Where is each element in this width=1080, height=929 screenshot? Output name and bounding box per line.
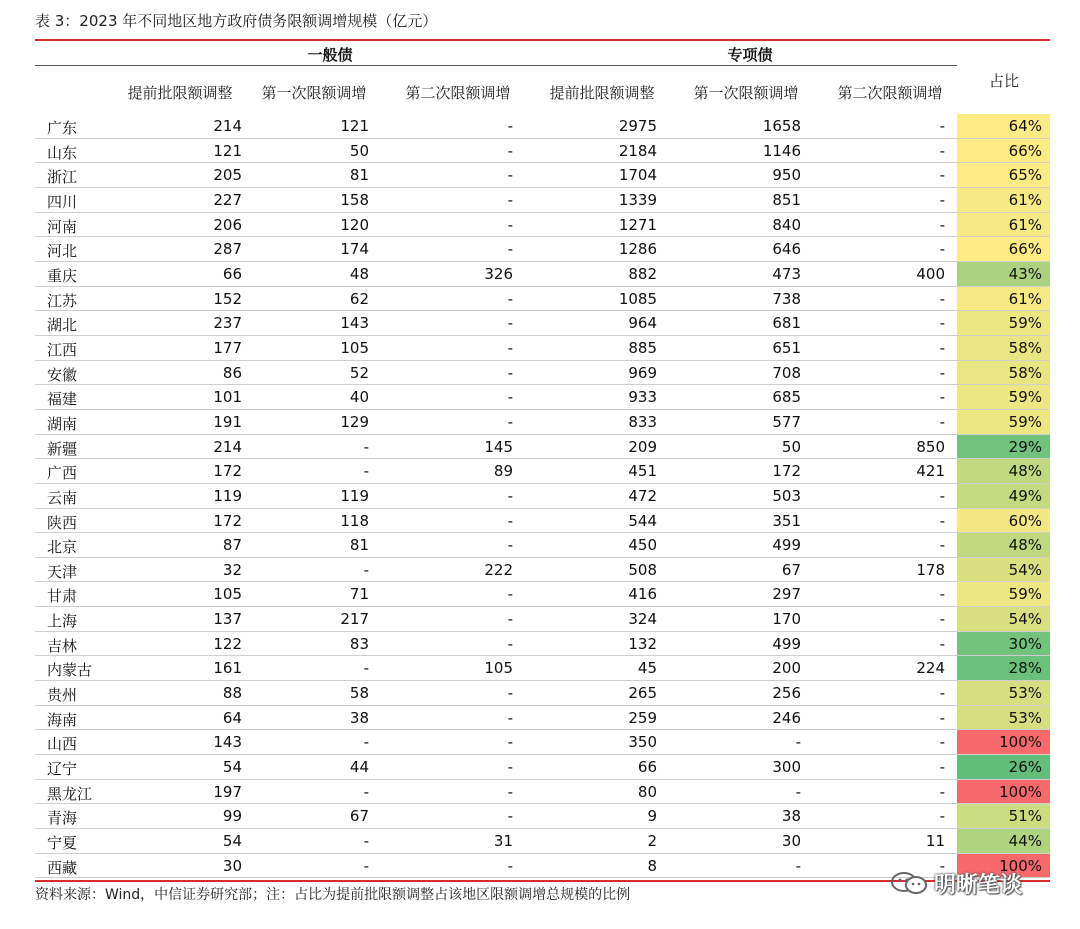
cell-g1: 121 [213, 141, 242, 160]
cell-s1: 964 [628, 314, 657, 333]
share-cell: 54% [957, 607, 1050, 631]
cell-s1: 1271 [618, 215, 657, 234]
table-row [35, 755, 1050, 780]
region-name: 吉林 [47, 636, 78, 655]
region-name: 浙江 [47, 168, 78, 187]
share-cell: 100% [957, 854, 1050, 878]
region-name: 湖南 [47, 414, 78, 433]
cell-g1: 172 [213, 511, 242, 530]
share-cell: 59% [957, 582, 1050, 606]
cell-g1: 287 [213, 240, 242, 259]
share-cell: 61% [957, 213, 1050, 237]
cell-g1: 143 [213, 733, 242, 752]
cell-s1: 833 [628, 412, 657, 431]
table-row [35, 632, 1050, 657]
cell-s2: 50 [781, 437, 801, 456]
cell-g3: - [507, 807, 513, 826]
cell-s2: 67 [781, 560, 801, 579]
region-name: 山东 [47, 143, 78, 162]
cell-g2: 143 [340, 314, 369, 333]
cell-s1: 1286 [618, 240, 657, 259]
cell-s3: - [939, 634, 945, 653]
table-row [35, 558, 1050, 583]
share-cell: 65% [957, 163, 1050, 187]
cell-g1: 88 [222, 684, 242, 703]
cell-g3: - [507, 240, 513, 259]
cell-s2: 651 [772, 338, 801, 357]
cell-s3: - [939, 289, 945, 308]
cell-s2: 499 [772, 634, 801, 653]
cell-s3: - [939, 856, 945, 875]
cell-g2: - [363, 856, 369, 875]
share-cell: 61% [957, 188, 1050, 212]
cell-s2: 30 [781, 832, 801, 851]
cell-s2: 840 [772, 215, 801, 234]
cell-g3: - [507, 634, 513, 653]
col-header-share: 占比 [988, 72, 1019, 90]
share-cell: 60% [957, 509, 1050, 533]
share-cell: 64% [957, 114, 1050, 138]
table-row [35, 237, 1050, 262]
cell-s2: 738 [772, 289, 801, 308]
col-header-special-advance: 提前批限额调整 [549, 84, 655, 102]
table-row [35, 361, 1050, 386]
cell-s3: - [939, 166, 945, 185]
cell-s2: 172 [772, 462, 801, 481]
cell-s2: 351 [772, 511, 801, 530]
share-cell: 28% [957, 656, 1050, 680]
region-name: 贵州 [47, 686, 78, 705]
cell-g3: - [507, 117, 513, 135]
cell-s3: - [939, 338, 945, 357]
cell-s2: 681 [772, 314, 801, 333]
cell-g2: 58 [349, 684, 369, 703]
cell-s1: 451 [628, 462, 657, 481]
cell-s2: 503 [772, 486, 801, 505]
cell-s2: 1146 [762, 141, 801, 160]
cell-s3: 178 [916, 560, 945, 579]
cell-g3: 326 [484, 264, 513, 283]
cell-s3: - [939, 314, 945, 333]
cell-g1: 205 [213, 166, 242, 185]
cell-s3: 224 [916, 659, 945, 678]
cell-g2: - [363, 832, 369, 851]
cell-g2: 81 [349, 536, 369, 555]
table-row [35, 730, 1050, 755]
cell-s1: 9 [647, 807, 657, 826]
share-cell: 100% [957, 780, 1050, 804]
share-cell: 44% [957, 829, 1050, 853]
cell-g2: 174 [340, 240, 369, 259]
cell-g1: 152 [213, 289, 242, 308]
region-name: 福建 [47, 390, 78, 409]
cell-g2: 48 [349, 264, 369, 283]
cell-g3: - [507, 190, 513, 209]
cell-g2: 105 [340, 338, 369, 357]
table-row [35, 459, 1050, 484]
cell-g3: 222 [484, 560, 513, 579]
region-name: 安徽 [47, 365, 78, 384]
cell-g2: 83 [349, 634, 369, 653]
col-header-special-first: 第一次限额调增 [693, 84, 799, 102]
cell-s2: - [795, 856, 801, 875]
cell-s3: - [939, 782, 945, 801]
cell-s1: 969 [628, 363, 657, 382]
region-name: 甘肃 [47, 587, 78, 606]
cell-g3: - [507, 141, 513, 160]
cell-g1: 237 [213, 314, 242, 333]
cell-g2: - [363, 560, 369, 579]
cell-s2: 473 [772, 264, 801, 283]
cell-g1: 54 [222, 758, 242, 777]
cell-s3: - [939, 708, 945, 727]
group-header-general: 一般债 [307, 46, 353, 64]
cell-g1: 54 [222, 832, 242, 851]
cell-g1: 105 [213, 585, 242, 604]
region-name: 天津 [47, 562, 78, 581]
cell-g2: 120 [340, 215, 369, 234]
cell-g2: 121 [340, 117, 369, 135]
share-cell: 58% [957, 361, 1050, 385]
cell-s1: 416 [628, 585, 657, 604]
cell-g3: - [507, 289, 513, 308]
cell-s1: 885 [628, 338, 657, 357]
cell-s1: 209 [628, 437, 657, 456]
share-cell: 53% [957, 706, 1050, 730]
col-header-special-second: 第二次限额调增 [837, 84, 943, 102]
top-rule [35, 39, 1050, 41]
cell-g2: 71 [349, 585, 369, 604]
cell-s3: - [939, 511, 945, 530]
table-row [35, 656, 1050, 681]
cell-s3: - [939, 141, 945, 160]
cell-g1: 87 [222, 536, 242, 555]
table-row [35, 804, 1050, 829]
cell-s2: 851 [772, 190, 801, 209]
cell-g3: - [507, 314, 513, 333]
region-name: 山西 [47, 735, 78, 754]
cell-s3: - [939, 215, 945, 234]
region-name: 广西 [47, 464, 78, 483]
group-divider [35, 65, 957, 66]
table-body [35, 114, 1050, 878]
cell-s1: 66 [637, 758, 657, 777]
cell-s1: 2975 [618, 117, 657, 135]
cell-g1: 172 [213, 462, 242, 481]
cell-g2: 119 [340, 486, 369, 505]
share-cell: 51% [957, 804, 1050, 828]
table-row [35, 829, 1050, 854]
share-cell: 48% [957, 533, 1050, 557]
cell-g1: 32 [222, 560, 242, 579]
share-cell: 48% [957, 459, 1050, 483]
cell-s1: 45 [637, 659, 657, 678]
cell-g3: - [507, 412, 513, 431]
cell-g3: 145 [484, 437, 513, 456]
cell-s1: 544 [628, 511, 657, 530]
table-row [35, 385, 1050, 410]
cell-g3: - [507, 708, 513, 727]
cell-s1: 265 [628, 684, 657, 703]
region-name: 青海 [47, 809, 78, 828]
col-header-general-second: 第二次限额调增 [405, 84, 511, 102]
region-name: 云南 [47, 488, 78, 507]
cell-g1: 64 [222, 708, 242, 727]
cell-g2: 44 [349, 758, 369, 777]
source-note: 资料来源：Wind，中信证券研究部；注：占比为提前批限额调整占该地区限额调增总规模的比例 [35, 887, 631, 903]
table-row [35, 163, 1050, 188]
share-cell: 66% [957, 139, 1050, 163]
cell-g2: 38 [349, 708, 369, 727]
cell-s2: 170 [772, 610, 801, 629]
cell-s1: 350 [628, 733, 657, 752]
table-row [35, 287, 1050, 312]
share-cell: 26% [957, 755, 1050, 779]
cell-s3: - [939, 117, 945, 135]
cell-g1: 119 [213, 486, 242, 505]
cell-s3: - [939, 412, 945, 431]
cell-g3: 105 [484, 659, 513, 678]
cell-g3: - [507, 486, 513, 505]
cell-s1: 933 [628, 388, 657, 407]
cell-g1: 101 [213, 388, 242, 407]
table-row [35, 410, 1050, 435]
cell-s1: 1339 [618, 190, 657, 209]
share-cell: 59% [957, 311, 1050, 335]
cell-g2: - [363, 437, 369, 456]
region-name: 江西 [47, 340, 78, 359]
region-name: 辽宁 [47, 760, 78, 779]
table-row [35, 533, 1050, 558]
cell-s2: 499 [772, 536, 801, 555]
cell-g3: - [507, 215, 513, 234]
cell-g3: - [507, 782, 513, 801]
cell-s3: - [939, 240, 945, 259]
cell-s2: 300 [772, 758, 801, 777]
cell-g3: - [507, 856, 513, 875]
cell-s3: - [939, 684, 945, 703]
share-cell: 59% [957, 385, 1050, 409]
region-name: 广东 [47, 119, 78, 137]
region-name: 河南 [47, 217, 78, 236]
cell-s3: - [939, 585, 945, 604]
region-name: 陕西 [47, 513, 78, 532]
cell-g1: 177 [213, 338, 242, 357]
cell-s1: 450 [628, 536, 657, 555]
cell-s3: - [939, 758, 945, 777]
cell-g1: 227 [213, 190, 242, 209]
cell-s1: 508 [628, 560, 657, 579]
cell-s3: - [939, 610, 945, 629]
cell-s2: 708 [772, 363, 801, 382]
table-row [35, 262, 1050, 287]
region-name: 江苏 [47, 291, 78, 310]
cell-s2: 577 [772, 412, 801, 431]
cell-g1: 206 [213, 215, 242, 234]
cell-s3: - [939, 536, 945, 555]
region-name: 四川 [47, 192, 78, 211]
cell-s1: 1704 [618, 166, 657, 185]
share-cell: 59% [957, 410, 1050, 434]
cell-s2: 1658 [762, 117, 801, 135]
cell-g2: 62 [349, 289, 369, 308]
table-row [35, 188, 1050, 213]
region-name: 重庆 [47, 266, 78, 285]
col-header-general-first: 第一次限额调增 [261, 84, 367, 102]
table-row [35, 311, 1050, 336]
region-name: 上海 [47, 612, 78, 631]
table-row [35, 484, 1050, 509]
cell-g1: 66 [222, 264, 242, 283]
share-cell: 54% [957, 558, 1050, 582]
region-name: 海南 [47, 710, 78, 729]
cell-s3: - [939, 486, 945, 505]
table-row [35, 607, 1050, 632]
table-row [35, 336, 1050, 361]
table-row [35, 780, 1050, 805]
cell-g1: 30 [222, 856, 242, 875]
region-name: 黑龙江 [47, 784, 93, 803]
share-cell: 43% [957, 262, 1050, 286]
cell-g2: 81 [349, 166, 369, 185]
cell-g2: - [363, 462, 369, 481]
cell-g3: - [507, 733, 513, 752]
cell-g1: 137 [213, 610, 242, 629]
cell-g1: 161 [213, 659, 242, 678]
wechat-icon [888, 870, 932, 896]
cell-g2: 67 [349, 807, 369, 826]
table-row [35, 582, 1050, 607]
cell-g3: - [507, 610, 513, 629]
table-row [35, 681, 1050, 706]
cell-g3: - [507, 536, 513, 555]
region-name: 河北 [47, 242, 78, 261]
cell-g2: 129 [340, 412, 369, 431]
cell-s2: 256 [772, 684, 801, 703]
cell-s2: 38 [781, 807, 801, 826]
table-row [35, 139, 1050, 164]
share-cell: 61% [957, 287, 1050, 311]
share-cell: 58% [957, 336, 1050, 360]
cell-s1: 324 [628, 610, 657, 629]
cell-s1: 8 [647, 856, 657, 875]
cell-g2: 50 [349, 141, 369, 160]
share-cell: 49% [957, 484, 1050, 508]
watermark [888, 866, 1058, 900]
cell-g1: 122 [213, 634, 242, 653]
cell-g2: 158 [340, 190, 369, 209]
cell-g3: 31 [493, 832, 513, 851]
cell-s1: 472 [628, 486, 657, 505]
cell-s3: - [939, 363, 945, 382]
cell-s1: 882 [628, 264, 657, 283]
cell-s2: 200 [772, 659, 801, 678]
cell-s2: 246 [772, 708, 801, 727]
col-header-general-advance: 提前批限额调整 [127, 84, 233, 102]
cell-g3: 89 [493, 462, 513, 481]
table-row [35, 509, 1050, 534]
table-row [35, 435, 1050, 460]
cell-s2: - [795, 782, 801, 801]
cell-g3: - [507, 166, 513, 185]
cell-s1: 80 [637, 782, 657, 801]
cell-g2: - [363, 659, 369, 678]
table-row [35, 114, 1050, 139]
cell-s3: 400 [916, 264, 945, 283]
region-name: 湖北 [47, 316, 78, 335]
cell-s3: - [939, 388, 945, 407]
cell-g1: 191 [213, 412, 242, 431]
region-name: 内蒙古 [47, 661, 93, 680]
cell-g2: - [363, 782, 369, 801]
cell-g1: 99 [222, 807, 242, 826]
cell-s2: 646 [772, 240, 801, 259]
cell-g2: - [363, 733, 369, 752]
cell-g3: - [507, 511, 513, 530]
cell-s3: 421 [916, 462, 945, 481]
cell-g3: - [507, 363, 513, 382]
cell-s1: 132 [628, 634, 657, 653]
cell-g3: - [507, 338, 513, 357]
group-header-special: 专项债 [727, 46, 773, 64]
table-row [35, 213, 1050, 238]
region-name: 宁夏 [47, 834, 78, 853]
share-cell: 29% [957, 435, 1050, 459]
share-cell: 53% [957, 681, 1050, 705]
share-cell: 66% [957, 237, 1050, 261]
cell-g3: - [507, 758, 513, 777]
cell-g2: 40 [349, 388, 369, 407]
cell-s3: 11 [925, 832, 945, 851]
cell-g2: 118 [340, 511, 369, 530]
cell-g2: 217 [340, 610, 369, 629]
table-row [35, 706, 1050, 731]
cell-g1: 214 [213, 437, 242, 456]
region-name: 西藏 [47, 858, 78, 877]
table-title: 表 3：2023 年不同地区地方政府债务限额调增规模（亿元） [35, 12, 438, 30]
cell-g3: - [507, 585, 513, 604]
cell-s2: 297 [772, 585, 801, 604]
cell-s2: - [795, 733, 801, 752]
watermark-text: 明晰笔谈 [934, 873, 1023, 898]
cell-g3: - [507, 684, 513, 703]
region-name: 北京 [47, 538, 78, 557]
cell-g2: 52 [349, 363, 369, 382]
share-cell: 30% [957, 632, 1050, 656]
cell-s2: 685 [772, 388, 801, 407]
cell-s1: 1085 [618, 289, 657, 308]
cell-s3: - [939, 733, 945, 752]
cell-s2: 950 [772, 166, 801, 185]
share-cell: 100% [957, 730, 1050, 754]
cell-s3: - [939, 190, 945, 209]
cell-s1: 2 [647, 832, 657, 851]
cell-g3: - [507, 388, 513, 407]
region-name: 新疆 [47, 439, 78, 458]
cell-s1: 2184 [618, 141, 657, 160]
cell-s3: 850 [916, 437, 945, 456]
cell-g1: 197 [213, 782, 242, 801]
cell-g1: 86 [222, 363, 242, 382]
cell-s1: 259 [628, 708, 657, 727]
cell-g1: 214 [213, 117, 242, 135]
cell-s3: - [939, 807, 945, 826]
